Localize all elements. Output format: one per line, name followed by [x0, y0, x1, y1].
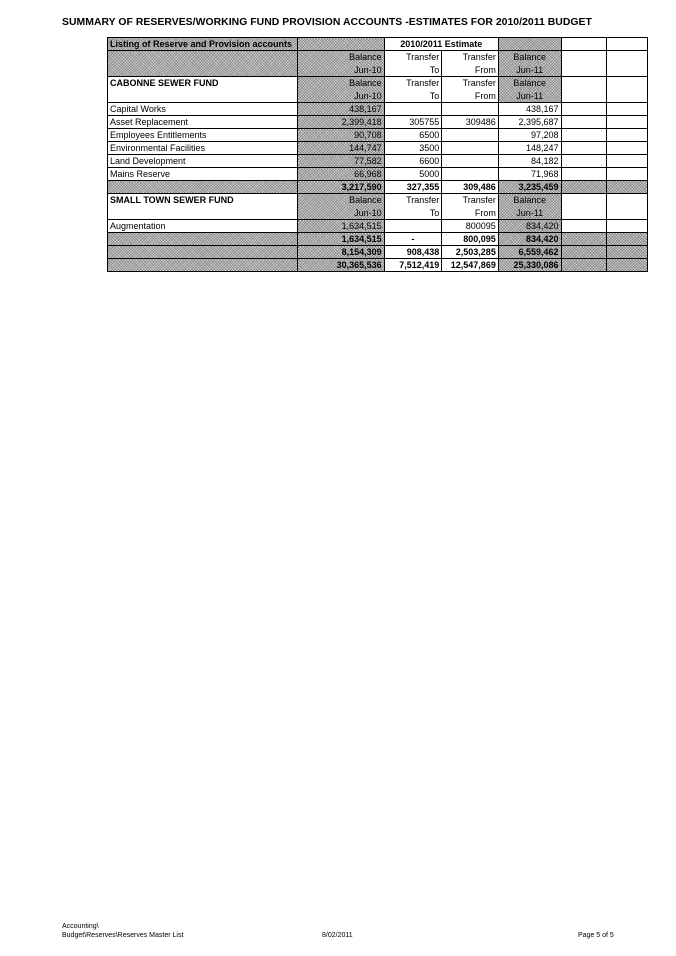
table-row: Employees Entitlements 90,708 6500 97,208 [108, 129, 648, 142]
section-header: Jun-10 To From Jun-11 [108, 90, 648, 103]
footer-path [62, 922, 183, 940]
estimate-label: 2010/2011 Estimate [384, 38, 498, 51]
grand-total-row: 30,365,536 7,512,419 12,547,869 25,330,086 [108, 259, 648, 272]
date-start: Jun-10 [298, 64, 384, 77]
table-row: Augmentation 1,634,515 800095 834,420 [108, 220, 648, 233]
section-header: SMALL TOWN SEWER FUND Balance Transfer Transfer Balance [108, 194, 648, 207]
page-title: SUMMARY OF RESERVES/WORKING FUND PROVISION ACCOUNTS -ESTIMATES FOR 2010/2011 BUDGET [62, 17, 592, 28]
section-name: SMALL TOWN SEWER FUND [108, 194, 298, 207]
table-row: Land Development 77,582 6600 84,182 [108, 155, 648, 168]
section-total-row: 1,634,515 - 800,095 834,420 [108, 233, 648, 246]
header-row [108, 38, 648, 51]
footer-page-number: Page 5 of 5 [578, 932, 614, 939]
section-header: Jun-10 To From Jun-11 [108, 207, 648, 220]
table-row: Mains Reserve 66,968 5000 71,968 [108, 168, 648, 181]
section-name: CABONNE SEWER FUND [108, 77, 298, 90]
date-end: Jun-11 [498, 64, 561, 77]
section-header: CABONNE SEWER FUND Balance Transfer Transfer Balance [108, 77, 648, 90]
table-row: Capital Works 438,167 438,167 [108, 103, 648, 116]
grand-total-row: 8,154,309 908,438 2,503,285 6,559,462 [108, 246, 648, 259]
col-transfer-from: Transfer [442, 51, 499, 64]
subheader-row [108, 51, 648, 64]
label-from: From [442, 64, 499, 77]
table-row: Asset Replacement 2,399,418 305755 309486 2,395,687 [108, 116, 648, 129]
listing-label: Listing of Reserve and Provision accounts [108, 38, 298, 51]
footer-date: 8/02/2011 [322, 932, 353, 939]
footer-path-line2: Budget\Reserves\Reserves Master List [62, 932, 184, 939]
footer-path-line1: Accounting\ [62, 923, 99, 930]
reserves-table [107, 37, 648, 272]
table-row: Environmental Facilities 144,747 3500 148,247 [108, 142, 648, 155]
col-balance-start: Balance [298, 51, 384, 64]
label-to: To [384, 64, 442, 77]
section-total-row: 3,217,590 327,355 309,486 3,235,459 [108, 181, 648, 194]
col-transfer-to: Transfer [384, 51, 442, 64]
col-balance-end: Balance [498, 51, 561, 64]
subheader-row [108, 64, 648, 77]
